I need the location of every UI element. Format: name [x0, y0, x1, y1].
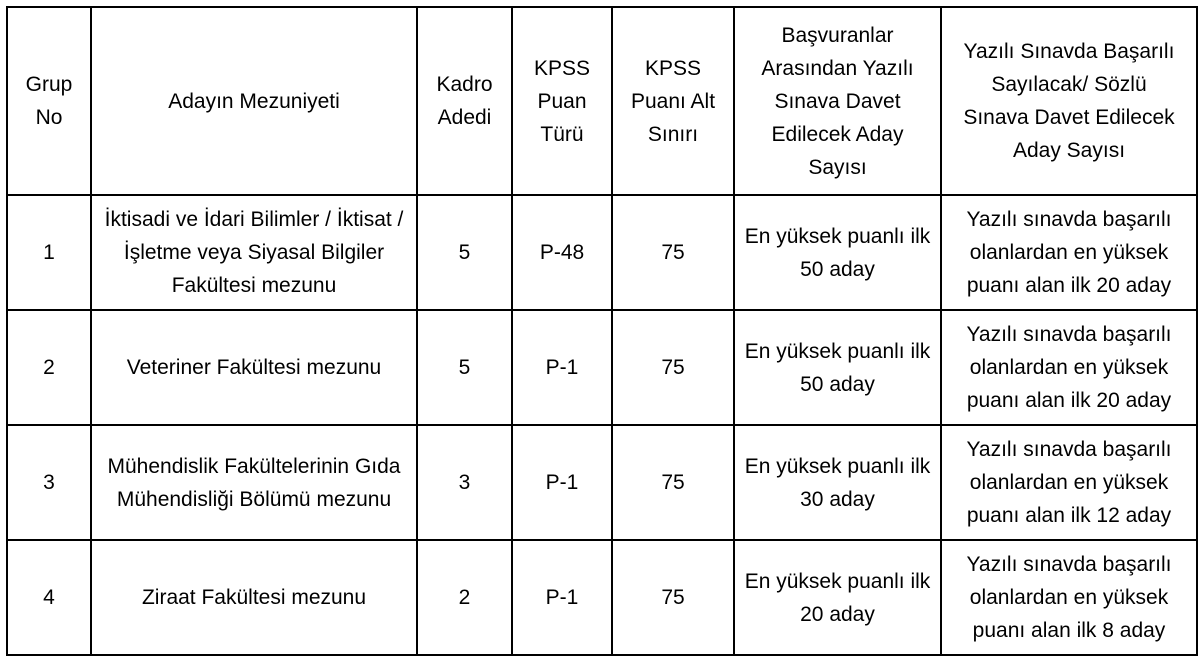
cell-puan-turu: P-1	[512, 540, 612, 655]
table-row	[7, 540, 1197, 655]
cell-puan-turu: P-1	[512, 310, 612, 425]
table-row	[7, 425, 1197, 540]
cell-sozlu-davet: Yazılı sınavda başarılı olanlardan en yüksek puanı alan ilk 12 aday	[941, 425, 1197, 540]
header-kpss-alt-sinir: KPSS Puanı Alt Sınırı	[612, 7, 734, 195]
cell-grup-no: 3	[7, 425, 91, 540]
table-row	[7, 195, 1197, 310]
cell-mezuniyet: Mühendislik Fakültelerinin Gıda Mühendisliği Bölümü mezunu	[91, 425, 417, 540]
cell-grup-no: 4	[7, 540, 91, 655]
cell-grup-no: 1	[7, 195, 91, 310]
header-yazili-davet: Başvuranlar Arasından Yazılı Sınava Davet Edilecek Aday Sayısı	[734, 7, 941, 195]
header-mezuniyet: Adayın Mezuniyeti	[91, 7, 417, 195]
cell-sozlu-davet: Yazılı sınavda başarılı olanlardan en yüksek puanı alan ilk 20 aday	[941, 195, 1197, 310]
header-kpss-puan-turu: KPSS Puan Türü	[512, 7, 612, 195]
cell-grup-no: 2	[7, 310, 91, 425]
cell-yazili-davet: En yüksek puanlı ilk 30 aday	[734, 425, 941, 540]
cell-puan-turu: P-48	[512, 195, 612, 310]
table-header-row	[7, 7, 1197, 195]
cell-mezuniyet: Veteriner Fakültesi mezunu	[91, 310, 417, 425]
cell-yazili-davet: En yüksek puanlı ilk 50 aday	[734, 195, 941, 310]
cell-alt-sinir: 75	[612, 425, 734, 540]
cell-alt-sinir: 75	[612, 310, 734, 425]
cell-alt-sinir: 75	[612, 540, 734, 655]
cell-kadro-adedi: 2	[417, 540, 512, 655]
cell-alt-sinir: 75	[612, 195, 734, 310]
kadro-table	[6, 6, 1198, 656]
cell-kadro-adedi: 5	[417, 195, 512, 310]
cell-sozlu-davet: Yazılı sınavda başarılı olanlardan en yüksek puanı alan ilk 8 aday	[941, 540, 1197, 655]
cell-kadro-adedi: 3	[417, 425, 512, 540]
cell-yazili-davet: En yüksek puanlı ilk 50 aday	[734, 310, 941, 425]
header-grup-no: Grup No	[7, 7, 91, 195]
cell-puan-turu: P-1	[512, 425, 612, 540]
cell-mezuniyet: İktisadi ve İdari Bilimler / İktisat / İşletme veya Siyasal Bilgiler Fakültesi mezunu	[91, 195, 417, 310]
cell-mezuniyet: Ziraat Fakültesi mezunu	[91, 540, 417, 655]
cell-kadro-adedi: 5	[417, 310, 512, 425]
cell-sozlu-davet: Yazılı sınavda başarılı olanlardan en yüksek puanı alan ilk 20 aday	[941, 310, 1197, 425]
table-row	[7, 310, 1197, 425]
header-sozlu-davet: Yazılı Sınavda Başarılı Sayılacak/ Sözlü Sınava Davet Edilecek Aday Sayısı	[941, 7, 1197, 195]
header-kadro-adedi: Kadro Adedi	[417, 7, 512, 195]
cell-yazili-davet: En yüksek puanlı ilk 20 aday	[734, 540, 941, 655]
